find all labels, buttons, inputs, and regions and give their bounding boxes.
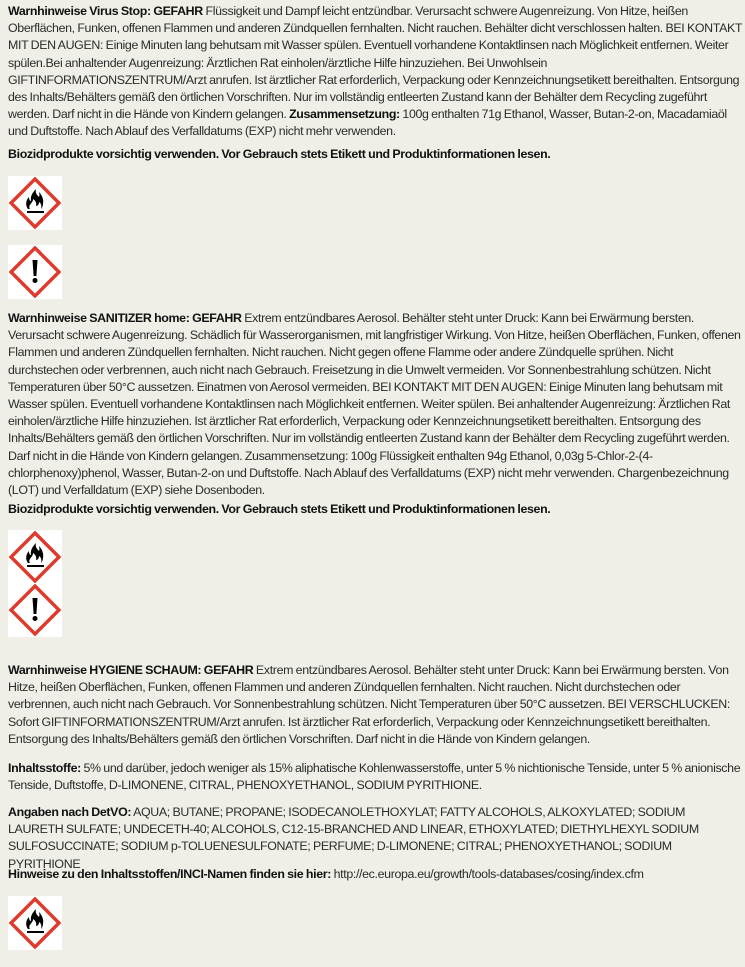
- hygiene-schaum-inci: [8, 866, 743, 883]
- flame-icon: [8, 530, 62, 584]
- virus-stop-composition-label: Zusammensetzung:: [289, 107, 400, 122]
- ingredients-text: 5% und darüber, jedoch weniger als 15% aliphatische Kohlenwasserstoffe, unter 5 % nichtionische Tenside, unter 5 % anionische Tenside, Duftstoffe, D-LIMONENE, CITRAL, PHENOXYETHANOL, SODIUM PYRITHIONE.: [8, 761, 741, 793]
- virus-stop-composition-text: 100g enthalten 71g Ethanol, Wasser, Butan-2-on, Macadamiaöl und Duftstoffe. Nach Ablauf des Verfalldatums (EXP) nicht mehr verwenden.: [8, 107, 727, 139]
- inci-link[interactable]: http://ec.europa.eu/growth/tools-databases/cosing/index.cfm: [331, 867, 644, 881]
- exclamation-icon: [8, 583, 62, 637]
- sanitizer-home-warnings: [8, 310, 743, 499]
- sanitizer-home-biocide-note: [8, 501, 550, 518]
- biocide-note-text: Biozidprodukte vorsichtig verwenden. Vor Gebrauch stets Etikett und Produktinformationen lesen.: [8, 502, 551, 516]
- exclamation-icon: [8, 245, 62, 299]
- hygiene-schaum-ingredients: [8, 760, 743, 794]
- ingredients-label: Inhaltsstoffe:: [8, 761, 81, 775]
- virus-stop-heading: Warnhinweise Virus Stop: GEFAHR: [8, 4, 203, 18]
- sanitizer-home-heading: Warnhinweise SANITIZER home: GEFAHR: [8, 311, 242, 325]
- flame-icon: [8, 896, 62, 950]
- detvo-text: AQUA; BUTANE; PROPANE; ISODECANOLETHOXYLAT; FATTY ALCOHOLS, ALKOXYLATED; SODIUM LAURETH SULFATE; UNDECETH-40; ALCOHOLS, C12-15-BRANCHED AND LINEAR, ETHOXYLATED; DIETHYLHEXYL SODIUM SULFOSUCCINATE; SODIUM p-TOLUENESULFONATE; PERFUME; D-LIMONENE; CITRAL; PHENOXYETHANOL; SODIUM PYRITHIONE: [8, 805, 699, 871]
- biocide-note-text: Biozidprodukte vorsichtig verwenden. Vor Gebrauch stets Etikett und Produktinformationen lesen.: [8, 147, 551, 161]
- virus-stop-text: Flüssigkeit und Dampf leicht entzündbar. Verursacht schwere Augenreizung. Von Hitze, heißen Oberflächen, Funken, offenen Flammen und anderen Zündquellen fernhalten. Nicht rauchen. Behälter dicht verschlossen halten. BEI KONTAKT MIT DEN AUGEN: Einige Minuten lang behutsam mit Wasser spülen. Eventuell vorhandene Kontaktlinsen nach Möglichkeit entfernen. Weiter spülen.Bei anhaltender Augenreizung: Ärztlichen Rat einholen/ärztliche Hilfe hinzuziehen. Bei Unwohlsein GIFTINFORMATIONSZENTRUM/Arzt anrufen. Ist ärztlicher Rat erforderlich, Verpackung oder Kennzeichnungsetikett bereithalten. Entsorgung des Inhalts/Behälters gemäß den örtlichen Vorschriften. Nur im vollständig entleerten Zustand kann der Behälter dem Recycling zugeführt werden. Darf nicht in die Hände von Kindern gelangen.: [8, 4, 742, 122]
- flame-icon: [8, 176, 62, 230]
- sanitizer-home-text: Extrem entzündbares Aerosol. Behälter steht unter Druck: Kann bei Erwärmung bersten. Verursacht schwere Augenreizung. Schädlich für Wasserorganismen, mit langfristiger Wirkung. Von Hitze, heißen Oberflächen, Funken, offenen Flammen und anderen Zündquellen fernhalten. Nicht rauchen. Nicht gegen offene Flamme oder andere Zündquelle sprühen. Nicht durchstechen oder verbrennen, auch nicht nach Gebrauch. Freisetzung in die Umwelt vermeiden. Vor Sonnenbestrahlung schützen. Nicht Temperaturen über 50°C aussetzen. Einatmen von Aerosol vermeiden. BEI KONTAKT MIT DEN AUGEN: Einige Minuten lang behutsam mit Wasser spülen. Eventuell vorhandene Kontaktlinsen nach Möglichkeit entfernen. Weiter spülen. Bei anhaltender Augenreizung: Ärztlichen Rat einholen/ärztliche Hilfe hinzuziehen. Ist ärztlicher Rat erforderlich, Verpackung oder Kennzeichnungsetikett bereithalten. Entsorgung des Inhalts/Behälters gemäß den örtlichen Vorschriften. Nur im vollständig entleerten Zustand kann der Behälter dem Recycling zugeführt werden. Darf nicht in die Hände von Kindern gelangen. Zusammensetzung: 100g Flüssigkeit enthalten 94g Ethanol, 0,03g 5-Chlor-2-(4-chlorphenoxy)phenol, Wasser, Butan-2-on und Duftstoffe. Nach Ablauf des Verfalldatums (EXP) nicht mehr verwenden. Chargenbezeichnung (LOT) und Verfalldatum (EXP) siehe Dosenboden.: [8, 311, 741, 498]
- hygiene-schaum-text: Extrem entzündbares Aerosol. Behälter steht unter Druck: Kann bei Erwärmung bersten. Von Hitze, heißen Oberflächen, Funken, offenen Flammen und anderen Zündquellen fernhalten. Nicht rauchen. Nicht durchstechen oder verbrennen, auch nicht nach Gebrauch. Vor Sonnenbestrahlung schützen. Nicht Temperaturen über 50°C aussetzen. BEI VERSCHLUCKEN: Sofort GIFTINFORMATIONSZENTRUM/Arzt anrufen. Ist ärztlicher Rat erforderlich, Verpackung oder Kennzeichnungsetikett bereithalten. Entsorgung des Inhalts/Behälters gemäß den örtlichen Vorschriften. Darf nicht in die Hände von Kindern gelangen.: [8, 663, 730, 746]
- hygiene-schaum-detvo: [8, 804, 743, 873]
- virus-stop-warnings: [8, 3, 743, 141]
- inci-label: Hinweise zu den Inhaltsstoffen/INCI-Namen finden sie hier:: [8, 867, 331, 881]
- detvo-label: Angaben nach DetVO:: [8, 805, 132, 819]
- hygiene-schaum-heading: Warnhinweise HYGIENE SCHAUM: GEFAHR: [8, 663, 254, 677]
- hygiene-schaum-warnings: [8, 662, 743, 748]
- virus-stop-biocide-note: [8, 146, 550, 163]
